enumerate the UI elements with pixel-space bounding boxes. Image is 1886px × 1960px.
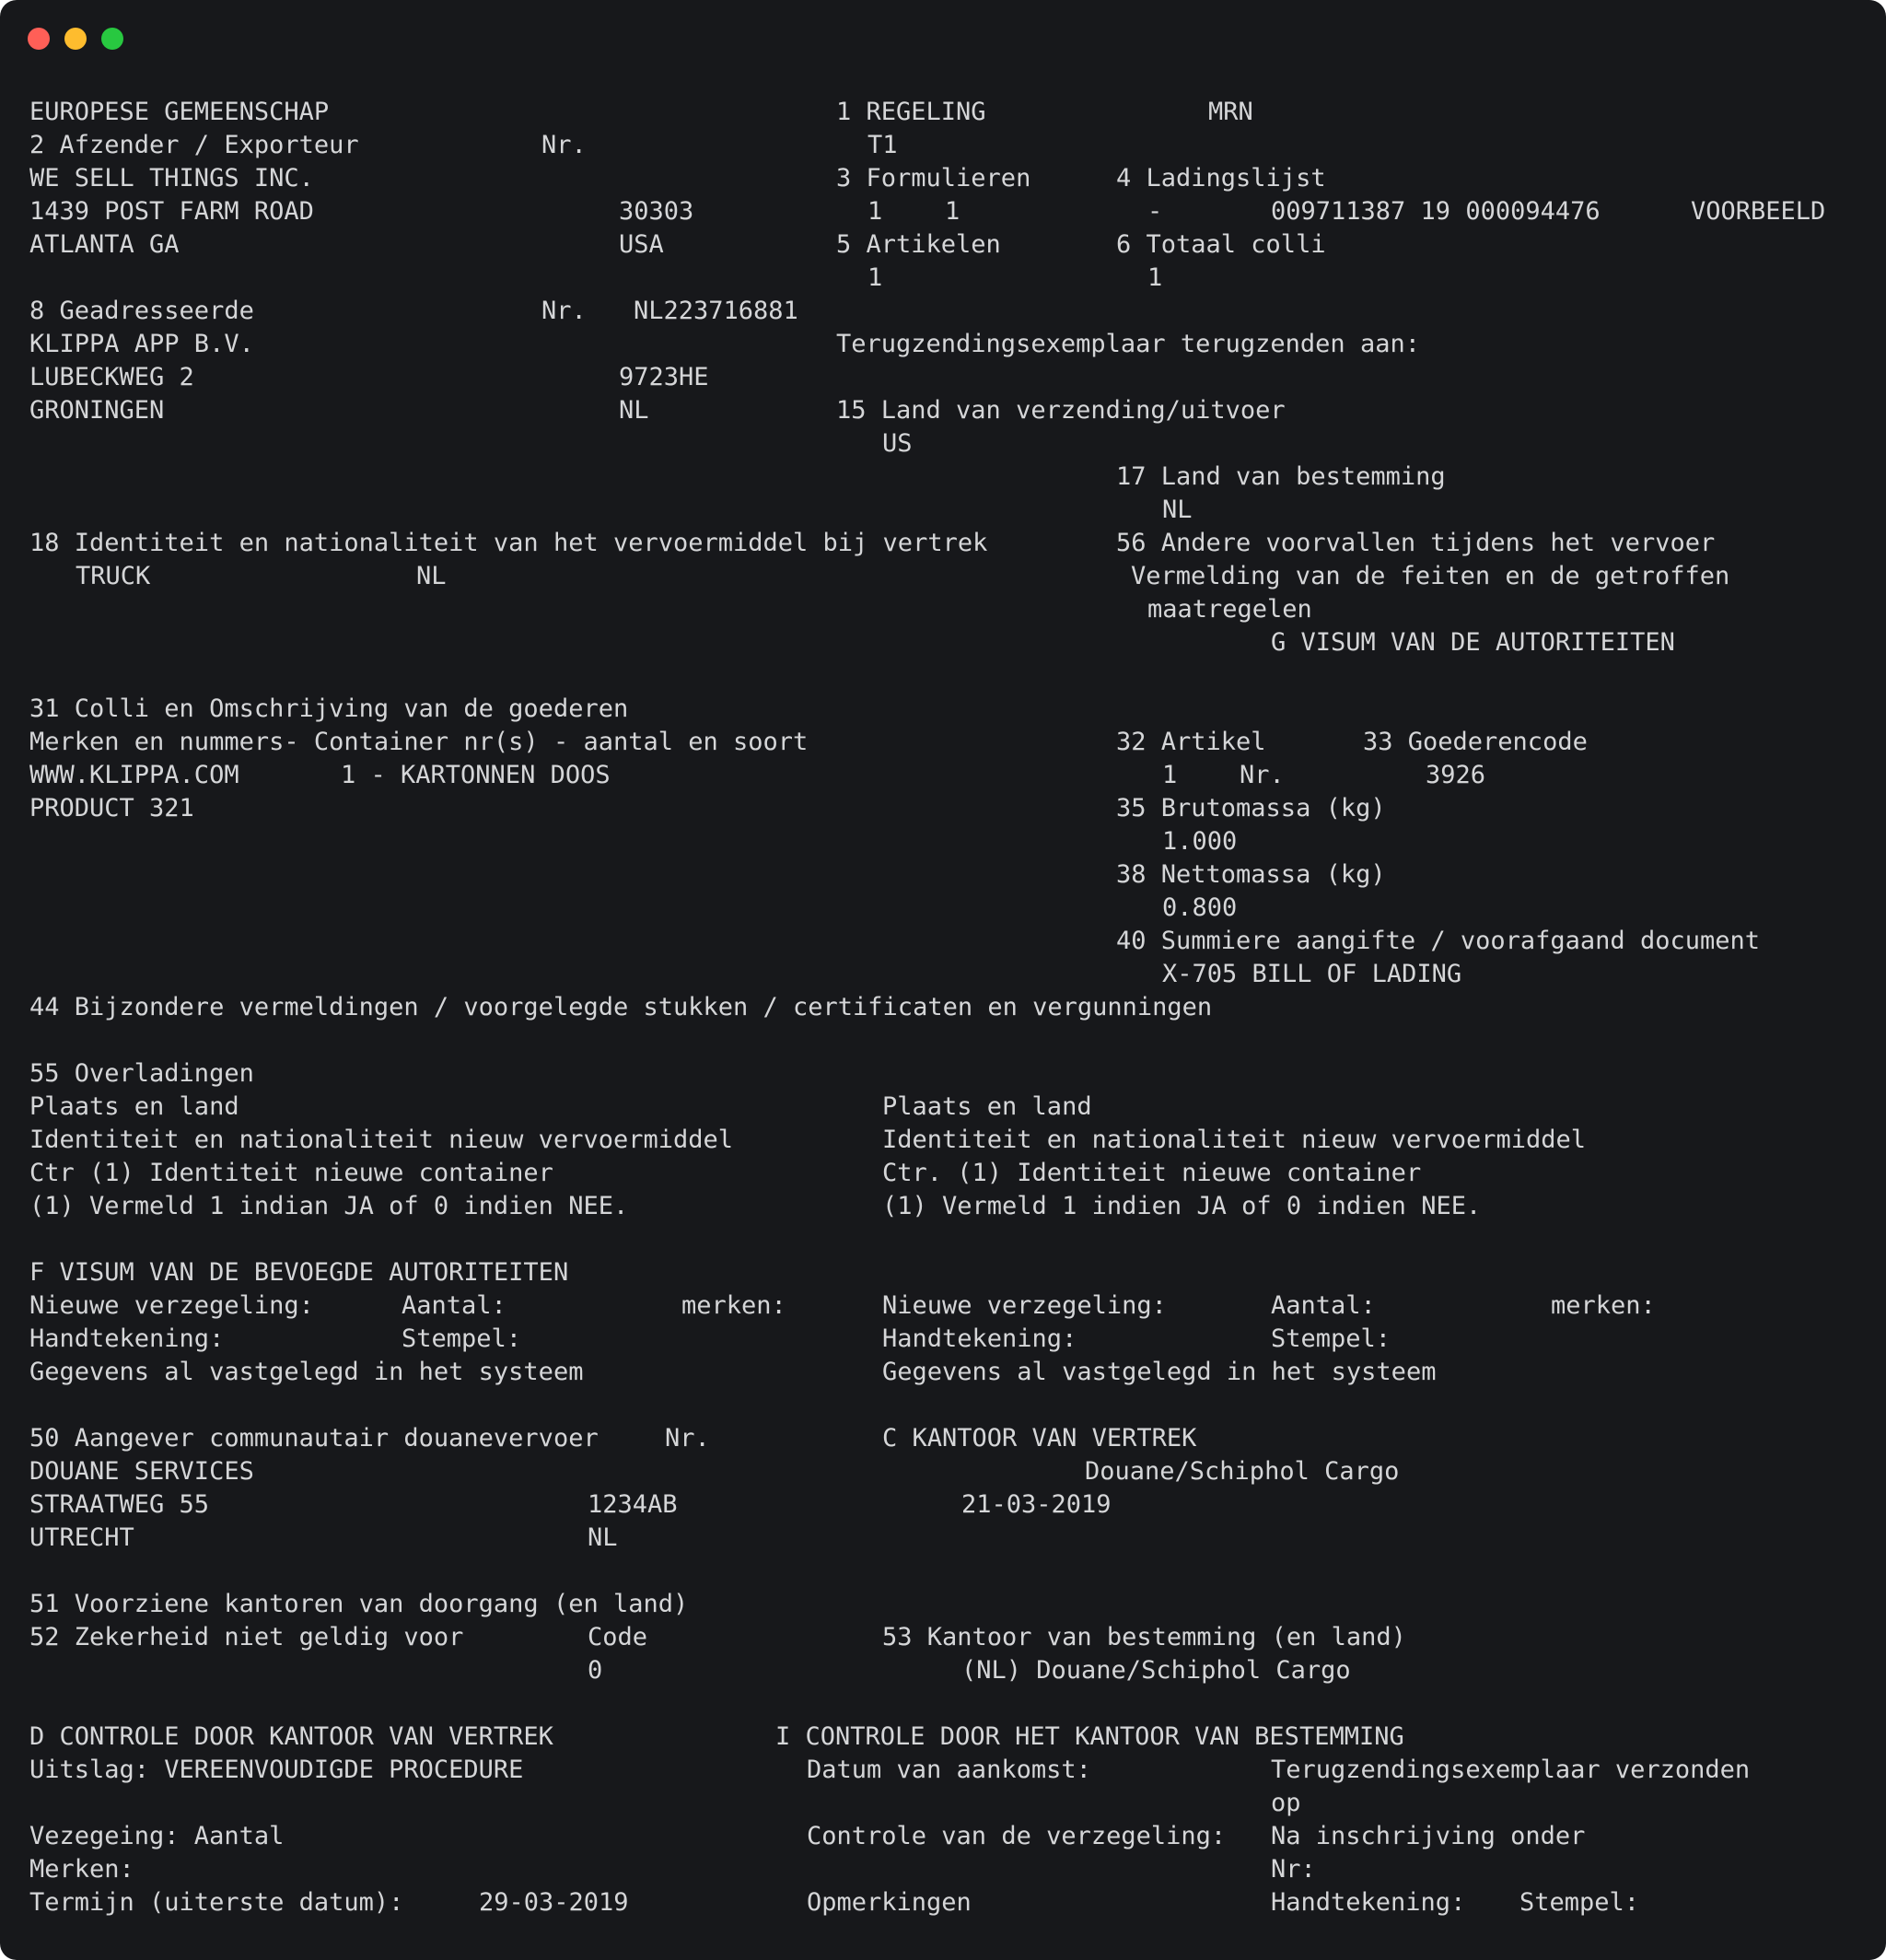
box4-value: - (1147, 197, 1163, 226)
box44-label: 44 Bijzondere vermeldingen / voorgelegde stukken / certificaten en vergunningen (29, 993, 1213, 1021)
mrn-label: MRN (1208, 98, 1253, 126)
f-left-system-note: Gegevens al vastgelegd in het systeem (29, 1358, 584, 1386)
box8-nr-label: Nr. (541, 297, 587, 325)
i-arrival-date: Datum van aankomst: (807, 1756, 1091, 1784)
box32-label: 32 Artikel (1116, 728, 1266, 756)
box55-label: 55 Overladingen (29, 1059, 254, 1088)
i-control-label: I CONTROLE DOOR HET KANTOOR VAN BESTEMMING (775, 1722, 1404, 1751)
box32-value: 1 (1162, 761, 1178, 789)
c-office-date: 21-03-2019 (961, 1490, 1112, 1519)
box6-label: 6 Totaal colli (1116, 230, 1326, 259)
consignee-name: KLIPPA APP B.V. (29, 330, 254, 358)
box56-label: 56 Andere voorvallen tijdens het vervoer (1116, 529, 1716, 557)
box17-label: 17 Land van bestemming (1116, 462, 1446, 491)
i-seal-check: Controle van de verzegeling: (807, 1822, 1227, 1850)
box53-label: 53 Kantoor van bestemming (en land) (882, 1623, 1406, 1651)
c-office-label: C KANTOOR VAN VERTREK (882, 1424, 1197, 1452)
consignee-city: GRONINGEN (29, 396, 165, 425)
voorbeeld-label: VOORBEELD (1691, 197, 1826, 226)
marks-website: WWW.KLIPPA.COM (29, 761, 239, 789)
box3-value-1: 1 (867, 197, 883, 226)
box53-value: (NL) Douane/Schiphol Cargo (961, 1656, 1351, 1685)
f-visum-label: F VISUM VAN DE BEVOEGDE AUTORITEITEN (29, 1258, 569, 1287)
box40-value: X-705 BILL OF LADING (1162, 960, 1462, 988)
i-signature: Handtekening: (1271, 1888, 1466, 1917)
sender-city: ATLANTA GA (29, 230, 180, 259)
box51-label: 51 Voorziene kantoren van doorgang (en land) (29, 1590, 689, 1618)
declarant-zip: 1234AB (588, 1490, 678, 1519)
box3-value-2: 1 (945, 197, 960, 226)
box55-right-note: (1) Vermeld 1 indien JA of 0 indien NEE. (882, 1192, 1482, 1220)
box56-line1: Vermelding van de feiten en de getroffen (1131, 562, 1730, 590)
i-stamp: Stempel: (1519, 1888, 1640, 1917)
i-return-copy-sent-on: op (1271, 1789, 1301, 1817)
box3-label: 3 Formulieren (836, 164, 1031, 192)
declarant-city: UTRECHT (29, 1523, 134, 1552)
box52-code-label: Code (588, 1623, 648, 1651)
f-left-count: Aantal: (402, 1291, 506, 1320)
consignee-country: NL (619, 396, 649, 425)
box55-left-note: (1) Vermeld 1 indian JA of 0 indien NEE. (29, 1192, 629, 1220)
declarant-name: DOUANE SERVICES (29, 1457, 254, 1486)
return-copy-label: Terugzendingsexemplaar terugzenden aan: (836, 330, 1420, 358)
box5-label: 5 Artikelen (836, 230, 1001, 259)
box55-right-place: Plaats en land (882, 1092, 1092, 1121)
box52-code-value: 0 (588, 1656, 603, 1685)
f-right-system-note: Gegevens al vastgelegd in het systeem (882, 1358, 1437, 1386)
box55-right-container: Ctr. (1) Identiteit nieuwe container (882, 1159, 1422, 1187)
box35-value: 1.000 (1162, 827, 1238, 856)
box50-nr-label: Nr. (665, 1424, 710, 1452)
g-visum-label: G VISUM VAN DE AUTORITEITEN (1271, 628, 1675, 657)
box4-label: 4 Ladingslijst (1116, 164, 1326, 192)
box2-nr-label: Nr. (541, 131, 587, 159)
package-description: 1 - KARTONNEN DOOS (341, 761, 611, 789)
box55-right-vehicle: Identiteit en nationaliteit nieuw vervoermiddel (882, 1126, 1587, 1154)
box2-label: 2 Afzender / Exporteur (29, 131, 359, 159)
sender-zip: 30303 (619, 197, 694, 226)
f-right-count: Aantal: (1271, 1291, 1376, 1320)
box18-nationality: NL (416, 562, 447, 590)
box33-value: 3926 (1426, 761, 1486, 789)
c-office-value: Douane/Schiphol Cargo (1085, 1457, 1400, 1486)
box15-label: 15 Land van verzending/uitvoer (836, 396, 1286, 425)
i-remarks: Opmerkingen (807, 1888, 972, 1917)
box38-label: 38 Nettomassa (kg) (1116, 860, 1386, 889)
minimize-button[interactable] (64, 28, 87, 50)
d-seal-count: Vezegeing: Aantal (29, 1822, 285, 1850)
d-deadline-value: 29-03-2019 (479, 1888, 629, 1917)
i-nr: Nr: (1271, 1855, 1316, 1884)
f-right-marks: merken: (1551, 1291, 1656, 1320)
european-community-heading: EUROPESE GEMEENSCHAP (29, 98, 330, 126)
d-result: Uitslag: VEREENVOUDIGDE PROCEDURE (29, 1756, 524, 1784)
box15-value: US (882, 429, 913, 458)
box33-nr-label: Nr. (1240, 761, 1285, 789)
consignee-zip: 9723HE (619, 363, 709, 391)
d-marks: Merken: (29, 1855, 134, 1884)
f-left-new-seal: Nieuwe verzegeling: (29, 1291, 314, 1320)
box38-value: 0.800 (1162, 893, 1238, 922)
box35-label: 35 Brutomassa (kg) (1116, 794, 1386, 822)
box55-left-container: Ctr (1) Identiteit nieuwe container (29, 1159, 553, 1187)
product-name: PRODUCT 321 (29, 794, 194, 822)
d-control-label: D CONTROLE DOOR KANTOOR VAN VERTREK (29, 1722, 553, 1751)
declarant-street: STRAATWEG 55 (29, 1490, 210, 1519)
box40-label: 40 Summiere aangifte / voorafgaand document (1116, 927, 1760, 955)
f-left-signature: Handtekening: (29, 1324, 225, 1353)
sender-name: WE SELL THINGS INC. (29, 164, 314, 192)
box55-left-vehicle: Identiteit en nationaliteit nieuw vervoermiddel (29, 1126, 734, 1154)
declarant-country: NL (588, 1523, 618, 1552)
sender-street: 1439 POST FARM ROAD (29, 197, 314, 226)
box17-value: NL (1162, 496, 1193, 524)
box18-vehicle: TRUCK (76, 562, 151, 590)
f-left-stamp: Stempel: (402, 1324, 522, 1353)
box55-left-place: Plaats en land (29, 1092, 239, 1121)
box5-value: 1 (867, 263, 883, 292)
mrn-value: 009711387 19 000094476 (1271, 197, 1601, 226)
box1-value: T1 (867, 131, 898, 159)
box52-label: 52 Zekerheid niet geldig voor (29, 1623, 464, 1651)
box31-label: 31 Colli en Omschrijving van de goederen (29, 694, 629, 723)
box31-subheading: Merken en nummers- Container nr(s) - aantal en soort (29, 728, 809, 756)
box8-nr-value: NL223716881 (634, 297, 798, 325)
box18-label: 18 Identiteit en nationaliteit van het vervoermiddel bij vertrek (29, 529, 988, 557)
consignee-street: LUBECKWEG 2 (29, 363, 194, 391)
box33-label: 33 Goederencode (1363, 728, 1588, 756)
f-right-stamp: Stempel: (1271, 1324, 1391, 1353)
f-right-new-seal: Nieuwe verzegeling: (882, 1291, 1167, 1320)
f-right-signature: Handtekening: (882, 1324, 1077, 1353)
maximize-button[interactable] (101, 28, 123, 50)
sender-country: USA (619, 230, 664, 259)
f-left-marks: merken: (681, 1291, 786, 1320)
i-return-copy-sent: Terugzendingsexemplaar verzonden (1271, 1756, 1751, 1784)
box6-value: 1 (1147, 263, 1163, 292)
box50-label: 50 Aangever communautair douanevervoer (29, 1424, 599, 1452)
d-deadline-label: Termijn (uiterste datum): (29, 1888, 404, 1917)
close-button[interactable] (28, 28, 50, 50)
box1-label: 1 REGELING (836, 98, 986, 126)
box8-label: 8 Geadresseerde (29, 297, 254, 325)
box56-line2: maatregelen (1147, 595, 1312, 624)
i-registration: Na inschrijving onder (1271, 1822, 1586, 1850)
